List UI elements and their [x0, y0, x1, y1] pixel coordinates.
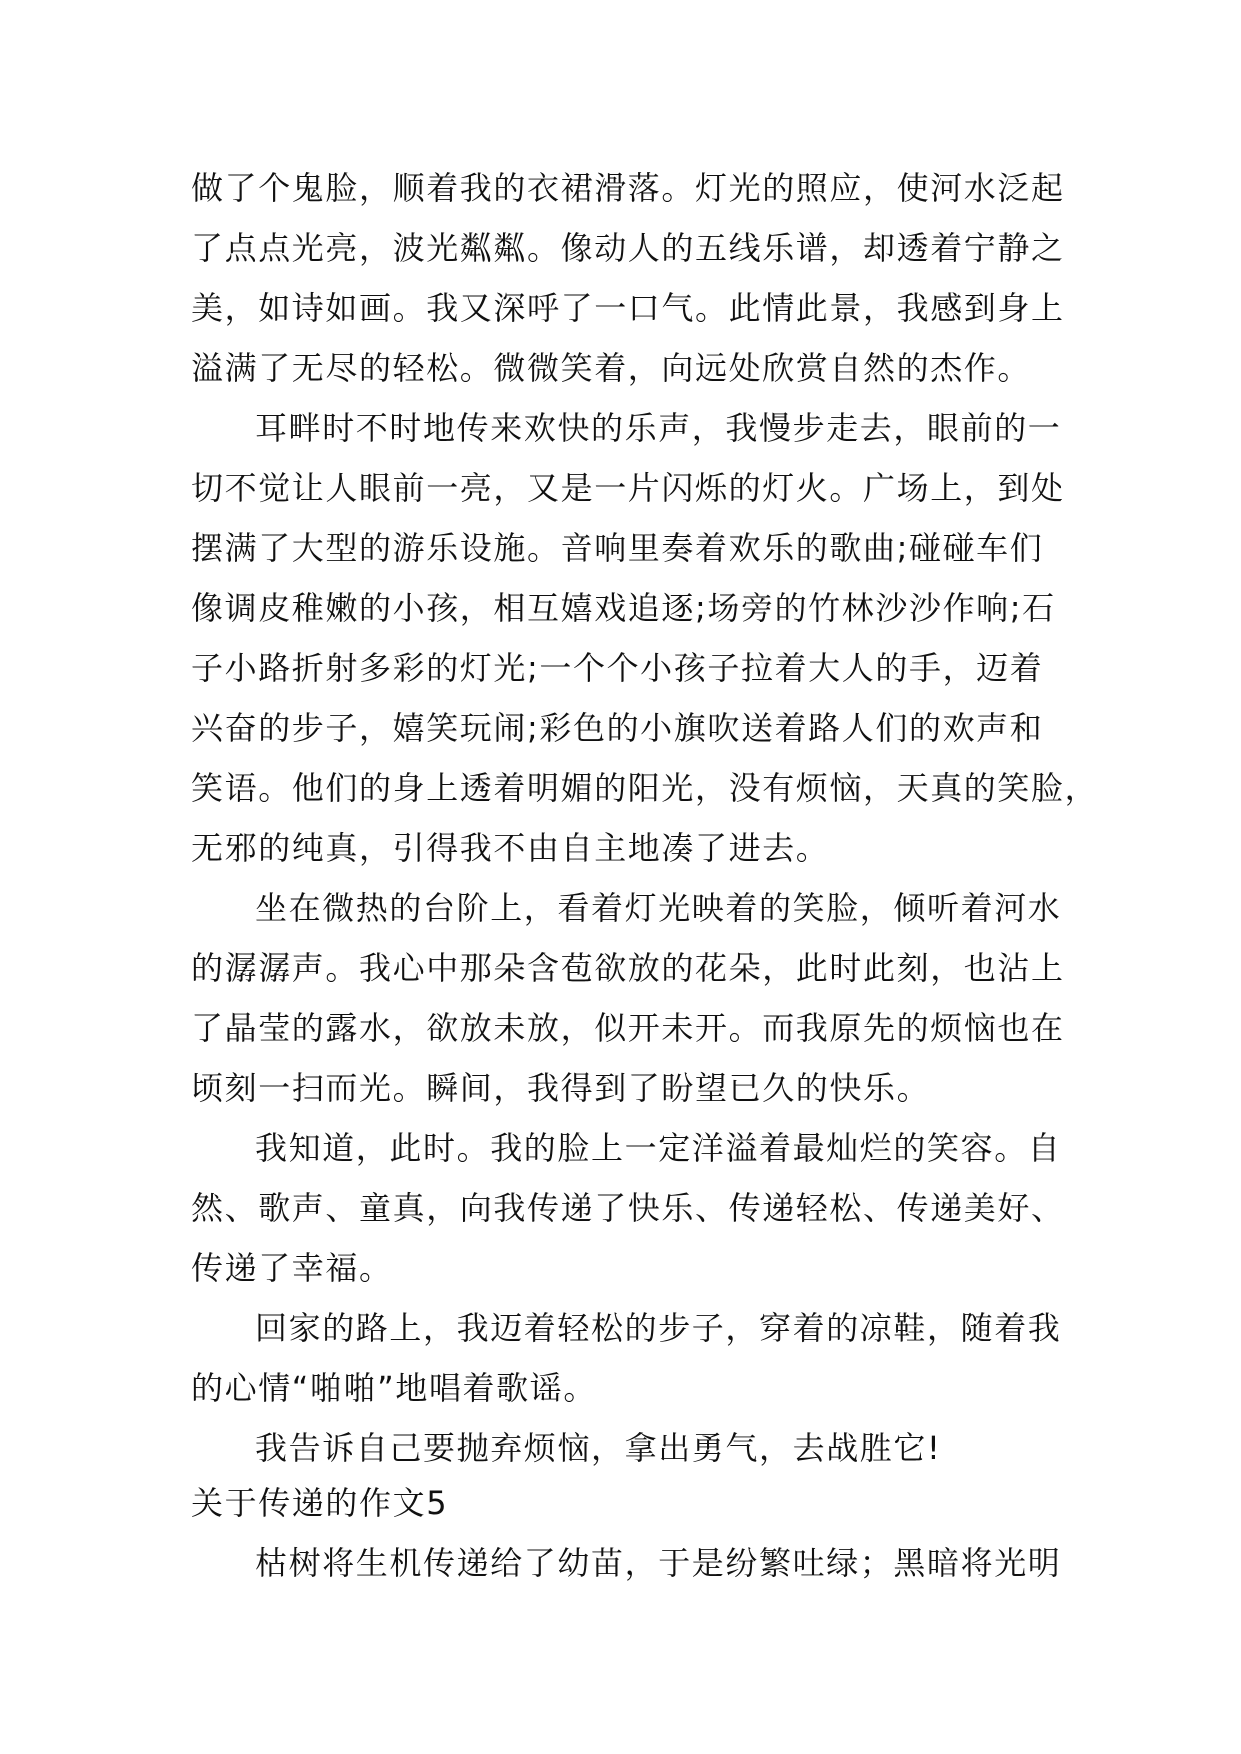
paragraph-first-line: 坐在微热的台阶上，看着灯光映着的笑脸，倾听着河水 — [255, 889, 1062, 927]
paragraph-first-line: 枯树将生机传递给了幼苗，于是纷繁吐绿；黑暗将光明 — [255, 1544, 1062, 1582]
text-line: 无邪的纯真，引得我不由自主地凑了进去。 — [191, 829, 830, 867]
text-line: 做了个鬼脸，顺着我的衣裙滑落。灯光的照应，使河水泛起 — [191, 169, 1065, 207]
text-line: 笑语。他们的身上透着明媚的阳光，没有烦恼，天真的笑脸， — [191, 769, 1099, 807]
text-line: 美，如诗如画。我又深呼了一口气。此情此景，我感到身上 — [191, 289, 1065, 327]
text-line: 像调皮稚嫩的小孩，相互嬉戏追逐;场旁的竹林沙沙作响;石 — [191, 589, 1056, 627]
text-line: 然、歌声、童真，向我传递了快乐、传递轻松、传递美好、 — [191, 1189, 1065, 1227]
text-line: 子小路折射多彩的灯光;一个个小孩子拉着大人的手，迈着 — [191, 649, 1044, 687]
paragraph-first-line: 回家的路上，我迈着轻松的步子，穿着的凉鞋，随着我 — [255, 1309, 1062, 1347]
text-line: 了点点光亮，波光粼粼。像动人的五线乐谱，却透着宁静之 — [191, 229, 1065, 267]
text-line: 溢满了无尽的轻松。微微笑着，向远处欣赏自然的杰作。 — [191, 349, 1032, 387]
text-line: 传递了幸福。 — [191, 1249, 393, 1287]
text-line: 的潺潺声。我心中那朵含苞欲放的花朵，此时此刻，也沾上 — [191, 949, 1065, 987]
text-line: 切不觉让人眼前一亮，又是一片闪烁的灯火。广场上，到处 — [191, 469, 1065, 507]
text-line: 摆满了大型的游乐设施。音响里奏着欢乐的歌曲;碰碰车们 — [191, 529, 1044, 567]
text-line: 了晶莹的露水，欲放未放，似开未开。而我原先的烦恼也在 — [191, 1009, 1065, 1047]
section-heading: 关于传递的作文5 — [191, 1484, 449, 1522]
paragraph-first-line: 耳畔时不时地传来欢快的乐声，我慢步走去，眼前的一 — [255, 409, 1062, 447]
paragraph-first-line: 我知道，此时。我的脸上一定洋溢着最灿烂的笑容。自 — [255, 1129, 1062, 1167]
paragraph-first-line: 我告诉自己要抛弃烦恼，拿出勇气，去战胜它! — [255, 1429, 942, 1467]
text-line: 顷刻一扫而光。瞬间，我得到了盼望已久的快乐。 — [191, 1069, 931, 1107]
text-line: 兴奋的步子，嬉笑玩闹;彩色的小旗吹送着路人们的欢声和 — [191, 709, 1044, 747]
text-line: 的心情“啪啪”地唱着歌谣。 — [191, 1369, 597, 1407]
